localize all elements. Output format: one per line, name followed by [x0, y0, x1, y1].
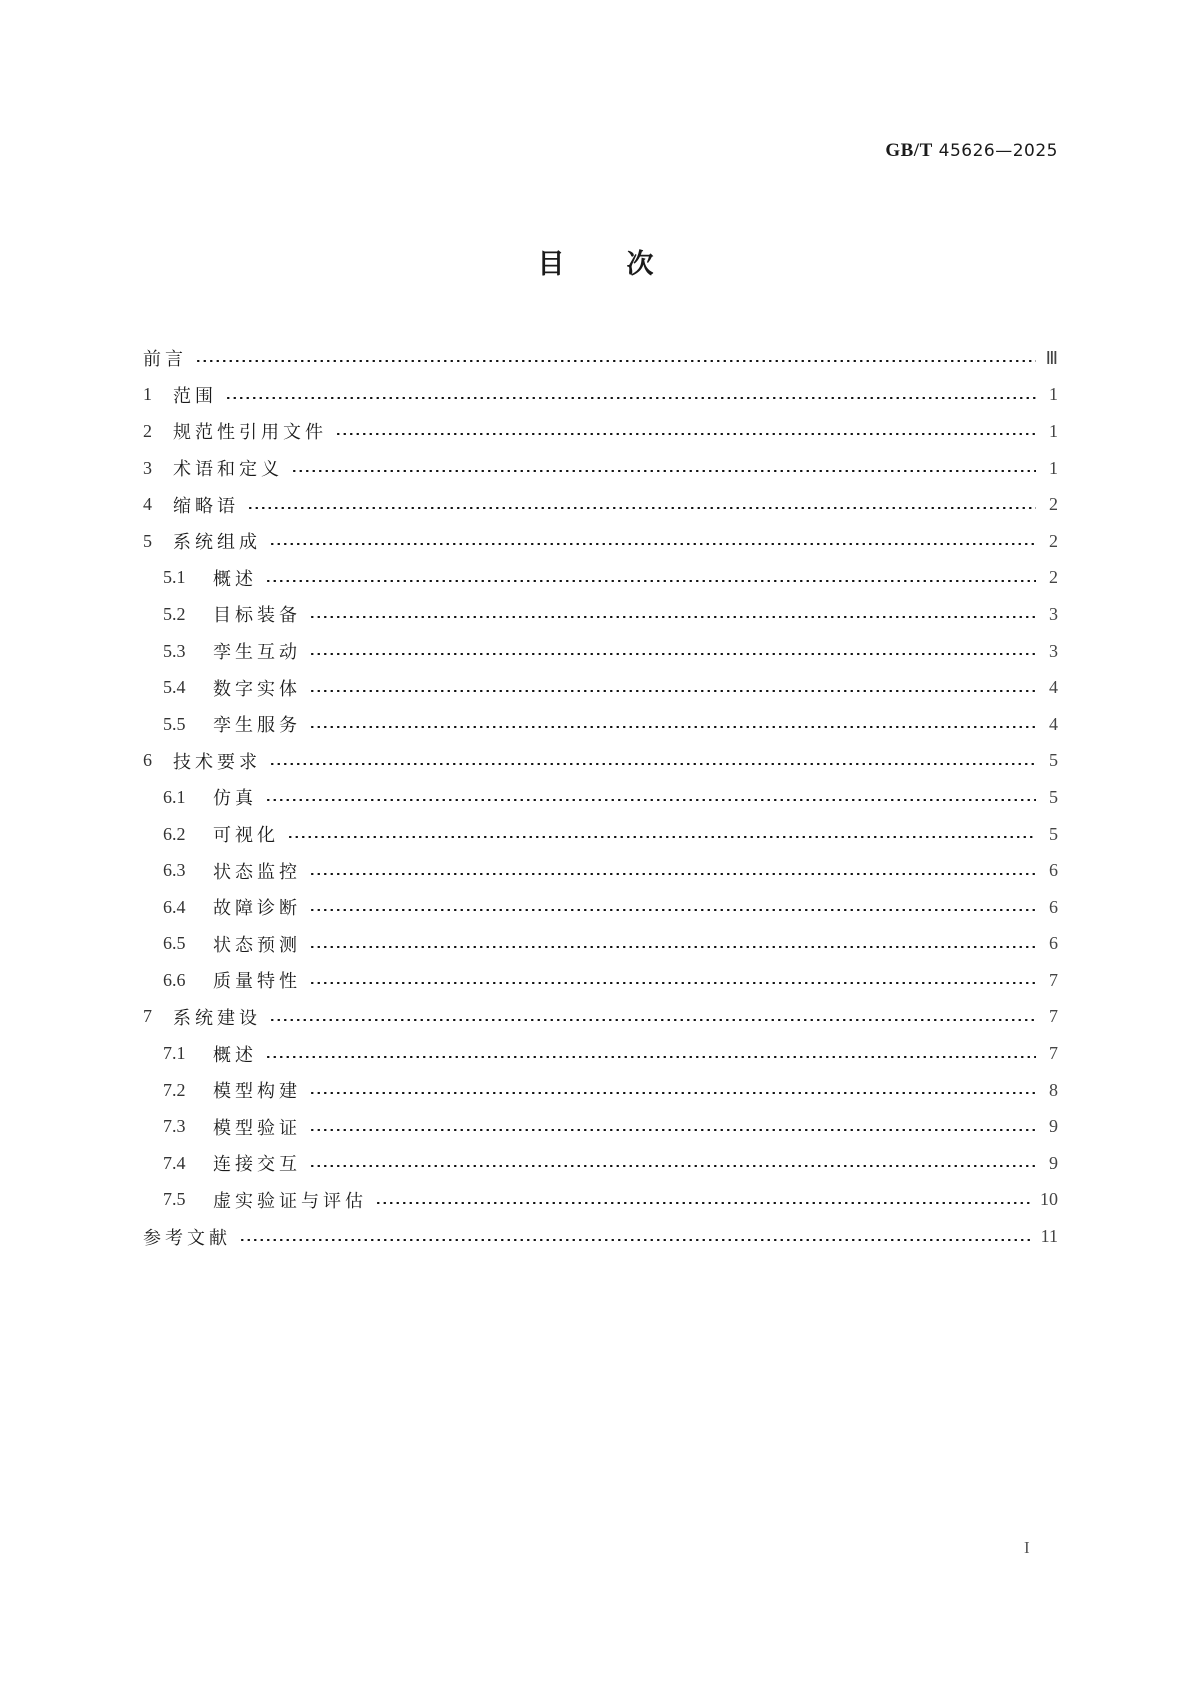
toc-entry[interactable]: [143, 1182, 1058, 1219]
toc-entry[interactable]: [143, 779, 1058, 816]
toc-entry[interactable]: [143, 926, 1058, 963]
dot-leader: [265, 580, 1036, 582]
toc-entry[interactable]: [143, 596, 1058, 633]
toc-entry[interactable]: [143, 523, 1058, 560]
toc-entry-title: 参考文献: [143, 1227, 231, 1249]
toc-page-number: 7: [1049, 1043, 1058, 1064]
toc-page-number: 6: [1049, 896, 1058, 917]
toc-entry-title: 术语和定义: [173, 459, 283, 481]
toc-entry[interactable]: [143, 999, 1058, 1036]
toc-entry-title: 故障诊断: [213, 898, 301, 920]
toc-entry[interactable]: [143, 450, 1058, 487]
toc-entry-title: 可视化: [213, 825, 279, 847]
dot-leader: [309, 946, 1036, 948]
toc-entry[interactable]: [143, 743, 1058, 780]
toc-section-number: 7.2: [163, 1079, 186, 1100]
toc-page-number: 8: [1049, 1079, 1058, 1100]
toc-entry[interactable]: [143, 706, 1058, 743]
toc-entry[interactable]: [143, 889, 1058, 926]
toc-entry[interactable]: [143, 1108, 1058, 1145]
toc-page-number: 1: [1049, 384, 1058, 405]
dot-leader: [309, 1129, 1036, 1131]
page-number: I: [1024, 1538, 1030, 1557]
toc-page-number: 1: [1049, 420, 1058, 441]
dot-leader: [309, 726, 1036, 728]
dot-leader: [309, 653, 1036, 655]
toc-section-number: 6.1: [163, 786, 186, 807]
dot-leader: [309, 873, 1036, 875]
toc-section-number: 6.4: [163, 896, 186, 917]
toc-section-number: 7.4: [163, 1152, 186, 1173]
toc-page-number: 6: [1049, 860, 1058, 881]
toc-entry[interactable]: [143, 816, 1058, 853]
toc-page-number: 6: [1049, 933, 1058, 954]
toc-section-number: 6.6: [163, 969, 186, 990]
toc-page-number: 3: [1049, 640, 1058, 661]
toc-entry-title: 仿真: [213, 788, 257, 810]
toc-page-number: 2: [1049, 494, 1058, 515]
dot-leader: [309, 690, 1036, 692]
toc-page-number: 9: [1049, 1152, 1058, 1173]
toc-entry-title: 范围: [173, 385, 217, 407]
dot-leader: [239, 1239, 1033, 1241]
toc-page-number: 2: [1049, 567, 1058, 588]
toc-section-number: 6.5: [163, 933, 186, 954]
toc-entry[interactable]: [143, 1035, 1058, 1072]
toc-section-number: 5: [143, 530, 152, 551]
toc-section-number: 4: [143, 494, 152, 515]
dot-leader: [287, 836, 1036, 838]
toc-entry-title: 概述: [213, 1044, 257, 1066]
toc-entry[interactable]: [143, 340, 1058, 377]
dot-leader: [265, 1056, 1036, 1058]
toc-entry-title: 虚实验证与评估: [213, 1190, 367, 1212]
toc-section-number: 7.3: [163, 1116, 186, 1137]
toc-page-number: 7: [1049, 969, 1058, 990]
toc-entry-title: 状态监控: [213, 861, 301, 883]
toc-page-number: 3: [1049, 603, 1058, 624]
toc-section-number: 5.4: [163, 677, 186, 698]
toc-section-number: 5.3: [163, 640, 186, 661]
toc-section-number: 5.1: [163, 567, 186, 588]
toc-entry-title: 数字实体: [213, 678, 301, 700]
dot-leader: [309, 982, 1036, 984]
toc-entry-title: 孪生服务: [213, 715, 301, 737]
toc-entry-title: 缩略语: [173, 495, 239, 517]
dot-leader: [265, 799, 1036, 801]
toc-entry-title: 质量特性: [213, 971, 301, 993]
toc-page-number: Ⅲ: [1045, 347, 1058, 368]
dot-leader: [269, 763, 1036, 765]
toc-entry[interactable]: [143, 377, 1058, 414]
toc-entry-title: 技术要求: [173, 751, 261, 773]
toc-entry[interactable]: [143, 852, 1058, 889]
toc-section-number: 7.1: [163, 1043, 186, 1064]
toc-section-number: 6.3: [163, 860, 186, 881]
toc-entry[interactable]: [143, 560, 1058, 597]
toc-page-number: 7: [1049, 1006, 1058, 1027]
toc-page-number: 5: [1049, 750, 1058, 771]
dot-leader: [309, 616, 1036, 618]
toc-entry[interactable]: [143, 1145, 1058, 1182]
toc-entry-title: 规范性引用文件: [173, 422, 327, 444]
table-of-contents: [143, 340, 1058, 1255]
page-title: 目次: [537, 249, 716, 280]
toc-page-number: 4: [1049, 677, 1058, 698]
toc-section-number: 6.2: [163, 823, 186, 844]
toc-entry-title: 系统组成: [173, 532, 261, 554]
dot-leader: [309, 1092, 1036, 1094]
dot-leader: [375, 1202, 1032, 1204]
dot-leader: [269, 543, 1036, 545]
toc-entry-title: 目标装备: [213, 605, 301, 627]
toc-page-number: 1: [1049, 457, 1058, 478]
standard-code: 45626—2025: [938, 141, 1058, 161]
toc-entry-title: 前言: [143, 349, 187, 371]
dot-leader: [309, 1165, 1036, 1167]
standard-prefix: GB/T: [885, 140, 933, 161]
toc-section-number: 6: [143, 750, 152, 771]
toc-entry-title: 连接交互: [213, 1154, 301, 1176]
dot-leader: [247, 507, 1036, 509]
toc-section-number: 2: [143, 420, 152, 441]
toc-entry[interactable]: [143, 1072, 1058, 1109]
toc-entry[interactable]: [143, 669, 1058, 706]
toc-entry-title: 孪生互动: [213, 642, 301, 664]
toc-entry[interactable]: [143, 633, 1058, 670]
toc-page-number: 2: [1049, 530, 1058, 551]
dot-leader: [291, 470, 1036, 472]
dot-leader: [225, 397, 1036, 399]
dot-leader: [195, 360, 1036, 362]
toc-page-number: 11: [1040, 1226, 1058, 1247]
toc-page-number: 5: [1049, 786, 1058, 807]
toc-entry[interactable]: [143, 413, 1058, 450]
standard-number: [885, 140, 1058, 162]
dot-leader: [269, 1019, 1036, 1021]
toc-section-number: 5.5: [163, 713, 186, 734]
toc-entry[interactable]: [143, 1218, 1058, 1255]
toc-section-number: 3: [143, 457, 152, 478]
toc-entry[interactable]: [143, 962, 1058, 999]
toc-page-number: 9: [1049, 1116, 1058, 1137]
toc-section-number: 1: [143, 384, 152, 405]
toc-entry-title: 模型构建: [213, 1081, 301, 1103]
toc-page-number: 10: [1040, 1189, 1058, 1210]
dot-leader: [335, 433, 1036, 435]
toc-section-number: 7: [143, 1006, 152, 1027]
toc-page-number: 5: [1049, 823, 1058, 844]
toc-entry-title: 概述: [213, 568, 257, 590]
toc-entry[interactable]: [143, 486, 1058, 523]
toc-entry-title: 模型验证: [213, 1117, 301, 1139]
toc-entry-title: 系统建设: [173, 1007, 261, 1029]
toc-section-number: 7.5: [163, 1189, 186, 1210]
toc-section-number: 5.2: [163, 603, 186, 624]
toc-page-number: 4: [1049, 713, 1058, 734]
dot-leader: [309, 909, 1036, 911]
toc-entry-title: 状态预测: [213, 934, 301, 956]
